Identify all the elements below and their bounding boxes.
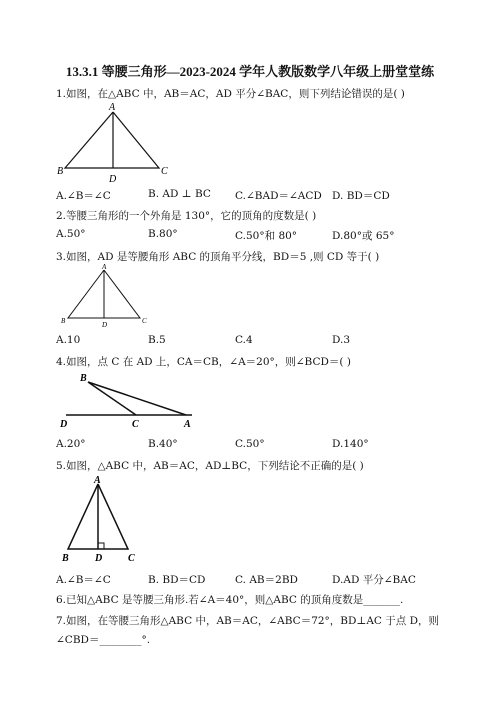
q1-option-b: B. AD ⊥ BC <box>148 188 211 200</box>
q5-label-b: B <box>62 553 69 564</box>
q4-label-a: A <box>184 419 191 430</box>
q3-option-c: C.4 <box>235 334 253 346</box>
q4-label-b: B <box>80 373 87 384</box>
q4-label-d: D <box>60 419 68 430</box>
q2-option-c: C.50°和 80° <box>235 230 298 242</box>
q5-option-d: D.AD 平分∠BAC <box>332 574 416 586</box>
q5-label-d: D <box>95 553 103 564</box>
q3-label-b: B <box>61 317 66 325</box>
q3-label-a: A <box>102 263 107 271</box>
q2-option-b: B.80° <box>148 228 178 240</box>
q4-option-c: C.50° <box>235 438 265 450</box>
q5-option-c: C. AB＝2BD <box>235 574 298 586</box>
question-6-stem: 6.已知△ABC 是等腰三角形.若∠A＝40°，则△ABC 的顶角度数是_______. <box>56 594 404 606</box>
page-title: 13.3.1 等腰三角形—2023-2024 学年人教版数学八年级上册堂堂练 <box>65 64 435 79</box>
q4-option-d: D.140° <box>332 438 369 450</box>
q3-option-b: B.5 <box>148 334 166 346</box>
question-7-stem-continued: ∠CBD＝________°. <box>56 634 151 646</box>
question-5-stem: 5.如图，△ABC 中，AB＝AC，AD⊥BC，下列结论不正确的是( ) <box>56 460 364 472</box>
q5-label-c: C <box>128 553 135 564</box>
question-1-figure <box>55 102 175 184</box>
q5-label-a: A <box>94 475 101 486</box>
q4-option-b: B.40° <box>148 438 178 450</box>
q5-option-a: A.∠B＝∠C <box>56 574 111 586</box>
q1-option-a: A.∠B＝∠C <box>56 190 111 202</box>
q1-option-c: C.∠BAD＝∠ACD <box>235 190 322 202</box>
question-3-stem: 3.如图，AD 是等腰角形 ABC 的顶角平分线，BD＝5 ,则 CD 等于( ) <box>56 251 380 263</box>
q5-option-b: B. BD＝CD <box>148 574 206 586</box>
q3-label-d: D <box>102 321 108 329</box>
q4-option-a: A.20° <box>56 438 86 450</box>
q4-label-c: C <box>132 419 139 430</box>
question-7-stem: 7.如图，在等腰三角形△ABC 中，AB＝AC，∠ABC＝72°，BD⊥AC 于点 D，则 <box>56 615 440 627</box>
question-4-stem: 4.如图，点 C 在 AD 上，CA＝CB，∠A＝20°，则∠BCD＝( ) <box>56 356 351 368</box>
q1-option-d: D. BD＝CD <box>332 190 390 202</box>
q1-label-c: C <box>161 166 168 177</box>
q3-option-a: A.10 <box>56 334 81 346</box>
question-5-figure <box>56 474 146 566</box>
q2-option-d: D.80°或 65° <box>332 230 395 242</box>
question-2-stem: 2.等腰三角形的一个外角是 130°，它的顶角的度数是( ) <box>56 210 317 222</box>
q1-label-b: B <box>57 166 64 177</box>
q1-label-a: A <box>109 102 116 113</box>
q3-label-c: C <box>142 317 147 325</box>
question-1-stem: 1.如图，在△ABC 中，AB＝AC，AD 平分∠BAC，则下列结论错误的是( ) <box>56 88 405 100</box>
q2-option-a: A.50° <box>56 228 86 240</box>
q3-option-d: D.3 <box>332 334 351 346</box>
question-3-figure <box>58 262 158 330</box>
question-4-figure <box>56 370 206 430</box>
q1-label-d: D <box>109 174 117 184</box>
